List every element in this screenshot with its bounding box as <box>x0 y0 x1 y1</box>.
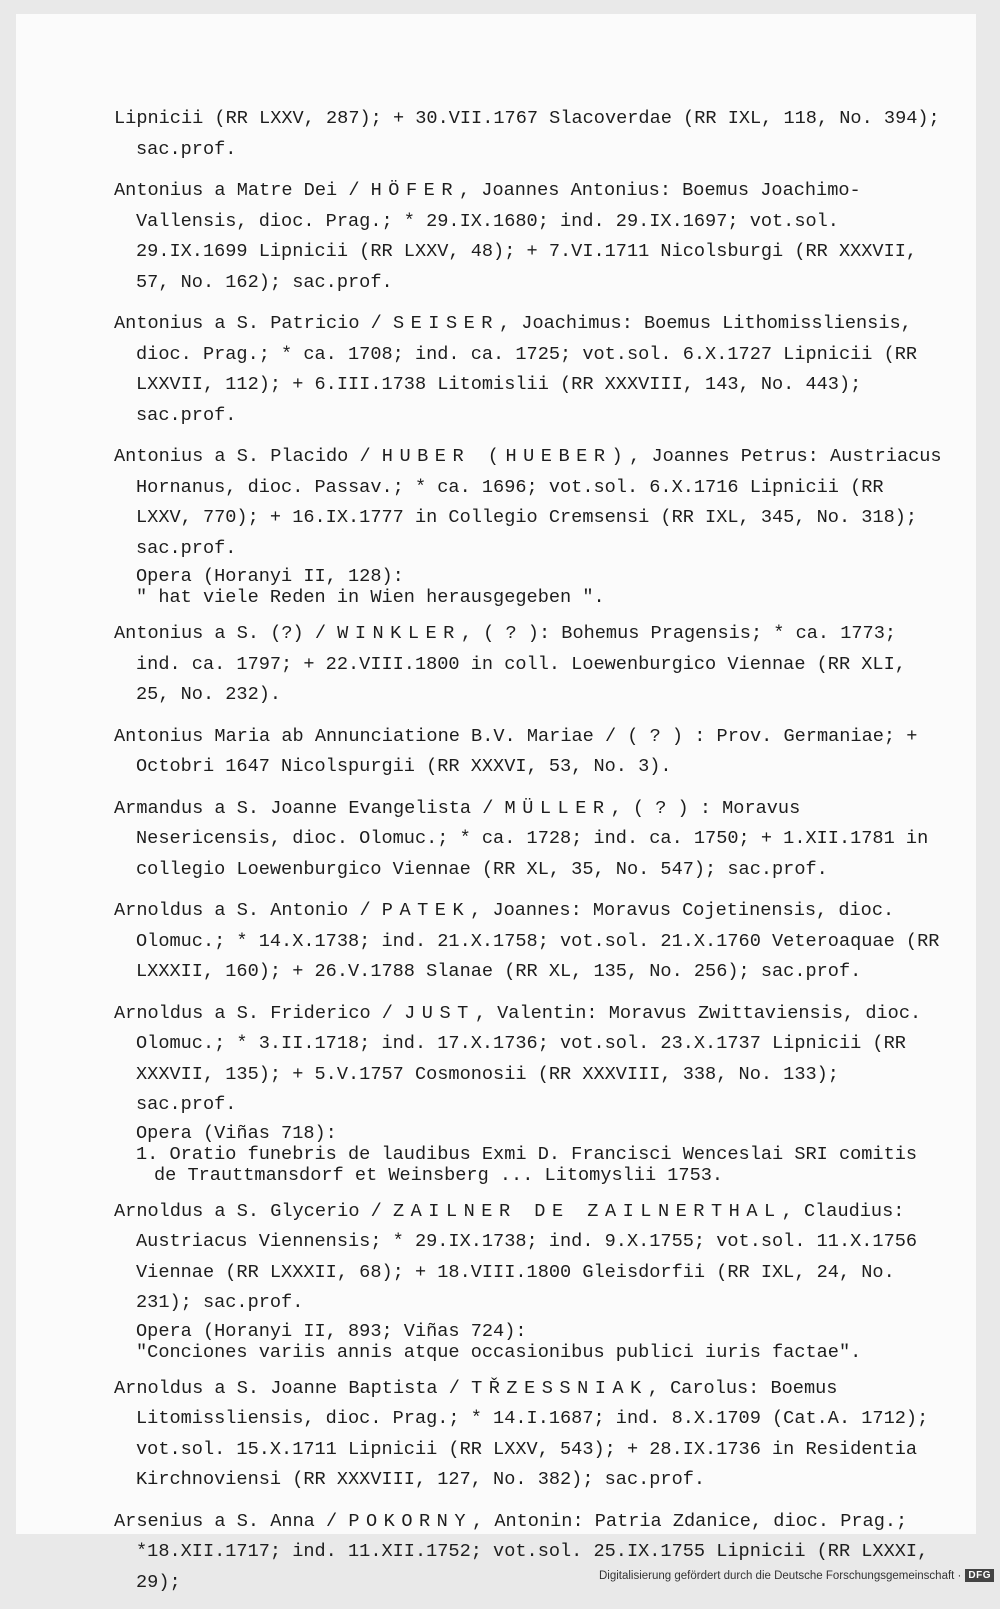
entry-surname: SEISER <box>393 313 499 334</box>
entry-surname: MÜLLER <box>505 798 611 819</box>
entry-prefix: Armandus a S. Joanne Evangelista / <box>114 798 505 819</box>
entry-text <box>136 104 944 165</box>
entry-prefix: Antonius a S. (?) / <box>114 623 337 644</box>
opera-heading: Opera (Viñas 718): <box>136 1123 944 1144</box>
entry-prefix: Arnoldus a S. Antonio / <box>114 900 382 921</box>
entry-text <box>136 309 944 431</box>
entry-surname: POKORNY <box>348 1511 472 1532</box>
entry-prefix: Antonius a S. Placido / <box>114 446 382 467</box>
entry-surname: ZAILNER DE ZAILNERTHAL <box>393 1201 782 1222</box>
entry-text <box>136 794 944 886</box>
register-entry <box>114 442 944 608</box>
entry-surname: PATEK <box>382 900 470 921</box>
opera-heading: Opera (Horanyi II, 893; Viñas 724): <box>136 1321 944 1342</box>
footer <box>599 1569 994 1582</box>
footer-credit: Digitalisierung gefördert durch die Deutsche Forschungsgemeinschaft · <box>599 1570 961 1582</box>
entry-text <box>136 999 944 1121</box>
entry-text <box>136 619 944 711</box>
entry-text <box>136 176 944 298</box>
register-entry <box>114 104 944 165</box>
entry-text <box>136 1507 944 1599</box>
entry-details: , Claudius: Austriacus Viennensis; * 29.IX.1738; ind. 9.X.1755; vot.sol. 11.X.1756 Viennae (RR LXXXII, 68); + 18.VIII.1800 Gleisdorfii (RR IXL, 24, No. 231); sac.prof. <box>136 1201 917 1314</box>
entry-surname: TŘZESSNIAK <box>471 1378 648 1399</box>
entry-text <box>136 442 944 564</box>
entry-surname: WINKLER <box>337 623 461 644</box>
entry-list <box>114 104 944 1609</box>
register-entry <box>114 1507 944 1599</box>
entry-prefix: Arsenius a S. Anna / <box>114 1511 348 1532</box>
entry-prefix: Arnoldus a S. Joanne Baptista / <box>114 1378 471 1399</box>
entry-details: Lipnicii (RR LXXV, 287); + 30.VII.1767 Slacoverdae (RR IXL, 118, No. 394); sac.prof. <box>114 108 940 160</box>
entry-details: , Valentin: Moravus Zwittaviensis, dioc. Olomuc.; * 3.II.1718; ind. 17.X.1736; vot.sol. 23.X.1737 Lipnicii (RR XXXVII, 135); + 5.V.1757 Cosmonosii (RR XXXVIII, 338, No. 133); sac.prof. <box>136 1003 921 1116</box>
entry-details: , Joannes Antonius: Boemus Joachimo-Vallensis, dioc. Prag.; * 29.IX.1680; ind. 29.IX.1697; vot.sol. 29.IX.1699 Lipnicii (RR LXXV, 48); + 7.VI.1711 Nicolsburgi (RR XXXVII, 57, No. 162); sac.prof. <box>136 180 917 293</box>
entry-text <box>136 1197 944 1319</box>
register-entry <box>114 619 944 711</box>
register-entry <box>114 722 944 783</box>
register-entry <box>114 176 944 298</box>
entry-text <box>136 1374 944 1496</box>
entry-surname: JUST <box>404 1003 475 1024</box>
entry-prefix: Antonius a S. Patricio / <box>114 313 393 334</box>
opera-note: " hat viele Reden in Wien herausgegeben ". <box>136 587 944 608</box>
dfg-logo: DFG <box>965 1569 994 1582</box>
entry-surname: HÖFER <box>371 180 459 201</box>
register-entry <box>114 1197 944 1363</box>
entry-prefix: Antonius Maria ab Annunciatione B.V. Mariae / ( ? ) : Prov. Germaniae; + Octobri 1647 Nicolspurgii (RR XXXVI, 53, No. 3). <box>114 726 917 778</box>
register-entry <box>114 309 944 431</box>
register-entry <box>114 896 944 988</box>
entry-surname: HUBER (HUEBER) <box>382 446 629 467</box>
register-entry <box>114 999 944 1186</box>
entry-details: , ( ? ) : Moravus Nesericensis, dioc. Olomuc.; * ca. 1728; ind. ca. 1750; + 1.XII.1781 in collegio Loewenburgico Viennae (RR XL, 35, No. 547); sac.prof. <box>136 798 928 880</box>
opera-heading: Opera (Horanyi II, 128): <box>136 566 944 587</box>
opera-note: "Conciones variis annis atque occasionibus publici iuris factae". <box>136 1342 944 1363</box>
entry-prefix: Arnoldus a S. Friderico / <box>114 1003 404 1024</box>
register-entry <box>114 1374 944 1496</box>
entry-details: , Joannes: Moravus Cojetinensis, dioc. Olomuc.; * 14.X.1738; ind. 21.X.1758; vot.sol. 21.X.1760 Veteroaquae (RR LXXXII, 160); + 26.V.1788 Slanae (RR XL, 135, No. 256); sac.prof. <box>136 900 939 982</box>
entry-details: , ( ? ): Bohemus Pragensis; * ca. 1773; ind. ca. 1797; + 22.VIII.1800 in coll. Loewenburgico Viennae (RR XLI, 25, No. 232). <box>136 623 906 705</box>
register-entry <box>114 794 944 886</box>
entry-details: , Antonin: Patria Zdanice, dioc. Prag.; *18.XII.1717; ind. 11.XII.1752; vot.sol. 25.IX.1755 Lipnicii (RR LXXXI, 29); <box>136 1511 928 1593</box>
entry-details: , Joannes Petrus: Austriacus Hornanus, dioc. Passav.; * ca. 1696; vot.sol. 6.X.1716 Lipnicii (RR LXXV, 770); + 16.IX.1777 in Collegio Cremsensi (RR IXL, 345, No. 318); sac.prof. <box>136 446 942 559</box>
entry-text <box>136 722 944 783</box>
opera-item: 1. Oratio funebris de laudibus Exmi D. Francisci Wenceslai SRI comitis de Trauttmansdorf et Weinsberg ... Litomyslii 1753. <box>136 1144 944 1186</box>
entry-details: , Carolus: Boemus Litomissliensis, dioc. Prag.; * 14.I.1687; ind. 8.X.1709 (Cat.A. 1712); vot.sol. 15.X.1711 Lipnicii (RR LXXV, 543); + 28.IX.1736 in Residentia Kirchnoviensi (RR XXXVIII, 127, No. 382); sac.prof. <box>136 1378 928 1491</box>
entry-text <box>136 896 944 988</box>
entry-prefix: Arnoldus a S. Glycerio / <box>114 1201 393 1222</box>
entry-prefix: Antonius a Matre Dei / <box>114 180 371 201</box>
document-page <box>16 14 976 1534</box>
entry-details: , Joachimus: Boemus Lithomissliensis, dioc. Prag.; * ca. 1708; ind. ca. 1725; vot.sol. 6.X.1727 Lipnicii (RR LXXVII, 112); + 6.III.1738 Litomislii (RR XXXVIII, 143, No. 443); sac.prof. <box>136 313 917 426</box>
